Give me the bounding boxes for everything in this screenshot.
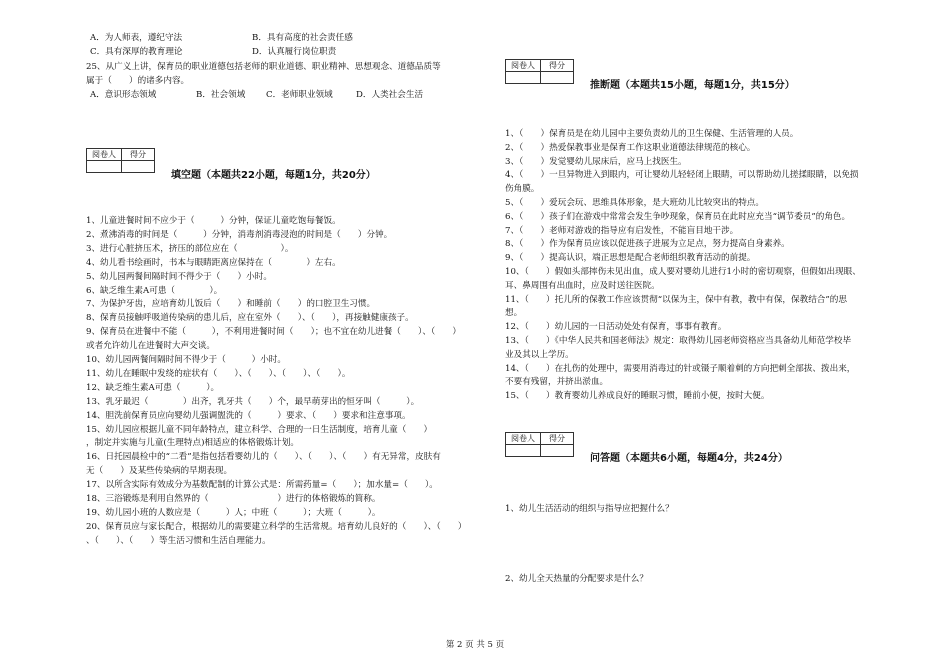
question-line: 20、保育员应与家长配合，根据幼儿的需要建立科学的生活常规。培育幼儿良好的（ ）、（ ）	[86, 521, 467, 532]
question-line: 15、（ ）教育婴幼儿养成良好的睡眠习惯，睡前小便，按时大便。	[505, 391, 770, 402]
question-line: 11、（ ）托儿所的保教工作应该贯彻“以保为主，保中有教，教中有保，保教结合”的思	[505, 294, 847, 305]
question-line: 3、进行心脏挤压术，挤压的部位应在（ ）。	[86, 243, 294, 254]
question-line: ，制定并实施与儿童(生理特点)相适应的体格锻炼计划。	[86, 438, 299, 449]
question-line: 15、幼儿园应根据儿童不同年龄特点，建立科学、合理的一日生活制度，培育儿童（ ）	[86, 424, 433, 435]
question-line: 6、缺乏维生素A可患（ ）。	[86, 285, 223, 296]
q24-option-b: B．具有高度的社会责任感	[252, 33, 353, 43]
question-line: 不要有残留，并挤出淤血。	[505, 377, 609, 388]
question-line: 13、乳牙最迟（ ）出齐，乳牙共（ ）个，最早萌芽出的恒牙叫（ ）。	[86, 396, 420, 407]
score-label: 得分	[541, 60, 574, 72]
question-line: 2、（ ）热爱保教事业是保育工作这职业道德法律规范的核心。	[505, 142, 756, 153]
question-line: 、（ ）、（ ）等生活习惯和生活自理能力。	[86, 535, 271, 546]
question-line: 4、（ ）一旦异物进入到眼内，可让婴幼儿轻轻闭上眼睛，可以帮助幼儿搓揉眼睛，以免损	[505, 170, 859, 181]
question-line: 14、（ ）在扎伤的处理中，需要用消毒过的针或镊子顺着刺的方向把刺全部拔、拨出来，	[505, 363, 856, 374]
question-line: 19、幼儿园小班的人数应是（ ）人；中班（ ）；大班（ ）。	[86, 507, 381, 518]
question-line: 8、保育员接触呼吸道传染病的患儿后，应在室外（ ）、（ ），再接触健康孩子。	[86, 313, 414, 324]
section-title-judge: 推断题（本题共15小题，每题1分，共15分）	[590, 80, 795, 91]
question-line: 8、（ ）作为保育员应该以促进孩子进展为立足点，努力提高自身素养。	[505, 239, 790, 250]
question-line: 7、为保护牙齿，应培育幼儿饭后（ ）和睡前（ ）的口腔卫生习惯。	[86, 299, 376, 310]
page-number: 第 2 页 共 5 页	[445, 640, 505, 650]
question-line: 想。	[505, 308, 523, 319]
reviewer-cell	[87, 161, 122, 173]
question-line: 2、煮沸消毒的时间是（ ）分钟，消毒剂消毒浸泡的时间是（ ）分钟。	[86, 229, 393, 240]
question-line: 17、以所含实际有效成分为基数配制的计算公式是：所需药量=（ ）；加水量=（ ）。	[86, 480, 438, 491]
reviewer-label: 阅卷人	[506, 60, 541, 72]
q24-option-c: C．具有深厚的教育理论	[90, 47, 183, 57]
question-line: 12、（ ）幼儿园的一日活动处处有保育，事事有教育。	[505, 322, 727, 333]
question-line: 10、幼儿园两餐间隔时间不得少于（ ）小时。	[86, 355, 286, 365]
score-table-judge	[505, 59, 574, 84]
question-line: 16、日托园晨检中的“二看”是指包括看婴幼儿的（ ）、（ ）、（ ）有无异常，皮肤有	[86, 452, 441, 463]
question-line: 4、幼儿看书绘画时，书本与眼睛距离应保持在（ ）左右。	[86, 257, 341, 268]
q25-line1: 25、从广义上讲，保育员的职业道德包括老师的职业道德、职业精神、思想观念、道德品质等	[86, 62, 441, 72]
section-title-fill: 填空题（本题共22小题，每题1分，共20分）	[171, 170, 376, 181]
question-line: 7、（ ）老师对游戏的指导应有启发性，不能盲目地干涉。	[505, 225, 739, 236]
question-line: 11、幼儿在睡眠中发绕的症状有（ ）、（ ）、（ ）、（ ）。	[86, 368, 351, 379]
score-table-qa	[505, 432, 574, 457]
question-line: 1、（ ）保育员是在幼儿园中主要负责幼儿的卫生保健、生活管理的人员。	[505, 129, 799, 139]
score-table-fill	[86, 148, 155, 173]
question-line: 耳、鼻周围有出血时，应及时送往医院。	[505, 280, 660, 291]
question-line: 6、（ ）孩子们在游戏中常常会发生争吵现象，保育员在此时应充当“调节委员”的角色。	[505, 211, 851, 222]
question-line: 伤角膜。	[505, 184, 540, 195]
question-line: 业及其以上学历。	[505, 349, 574, 360]
q24-option-a: A．为人师表，遵纪守法	[90, 33, 183, 43]
score-label: 得分	[122, 149, 155, 161]
question-line: 9、保育员在进餐中不能（ ），不利用进餐时间（ ）；也不宜在幼儿进餐（ ）、（ ）	[86, 327, 461, 338]
question-line: 12、缺乏维生素A可患（ ）。	[86, 382, 220, 393]
question-line: 5、（ ）爱玩会玩、思维具体形象，是大班幼儿比较突出的特点。	[505, 198, 764, 208]
q25-line2: 属于（ ）的诸多内容。	[86, 76, 190, 86]
reviewer-label: 阅卷人	[87, 149, 122, 161]
score-label: 得分	[541, 433, 574, 445]
score-cell	[122, 161, 155, 173]
score-cell	[541, 445, 574, 457]
q25-option-d: D．人类社会生活	[356, 90, 424, 100]
score-cell	[541, 72, 574, 84]
question-line: 1、儿童进餐时间不应少于（ ）分钟，保证儿童吃饱每餐饭。	[86, 216, 341, 226]
question-line: 13、（ ）《中华人民共和国老师法》规定：取得幼儿园老师资格应当具备幼儿师范学校毕	[505, 336, 852, 346]
reviewer-label: 阅卷人	[506, 433, 541, 445]
q25-option-c: C．老师职业领域	[266, 90, 333, 100]
section-title-qa: 问答题（本题共6小题，每题4分，共24分）	[590, 453, 788, 464]
question-line: 或者允许幼儿在进餐时大声交谈。	[86, 341, 215, 352]
question-line: 14、胆洗前保育员应向婴幼儿强调盥洗的（ ）要求、（ ）要求和注意事项。	[86, 410, 411, 421]
q24-option-d: D．认真履行岗位职责	[252, 47, 337, 57]
q25-option-b: B．社会领域	[196, 90, 246, 100]
question-line: 3、（ ）发觉婴幼儿尿床后，应马上找医生。	[505, 156, 687, 167]
question-line: 9、（ ）提高认识，端正思想是配合老师组织教育活动的前提。	[505, 253, 756, 264]
qa-question-1: 1、幼儿生活活动的组织与指导应把握什么？	[505, 504, 674, 514]
reviewer-cell	[506, 445, 541, 457]
question-line: 10、（ ）假如头部摔伤未见出血，成人要对婴幼儿进行1小时的密切观察，但假如出现眼、	[505, 267, 861, 277]
question-line: 18、三浴锻炼是利用自然界的（ ）进行的体格锻炼的简称。	[86, 494, 381, 504]
qa-question-2: 2、幼儿全天热量的分配要求是什么？	[505, 574, 648, 584]
question-line: 5、幼儿园两餐间隔时间不得少于（ ）小时。	[86, 271, 272, 282]
reviewer-cell	[506, 72, 541, 84]
q25-option-a: A．意识形态领域	[90, 90, 157, 100]
question-line: 无（ ）及某些传染病的早期表现。	[86, 466, 233, 477]
